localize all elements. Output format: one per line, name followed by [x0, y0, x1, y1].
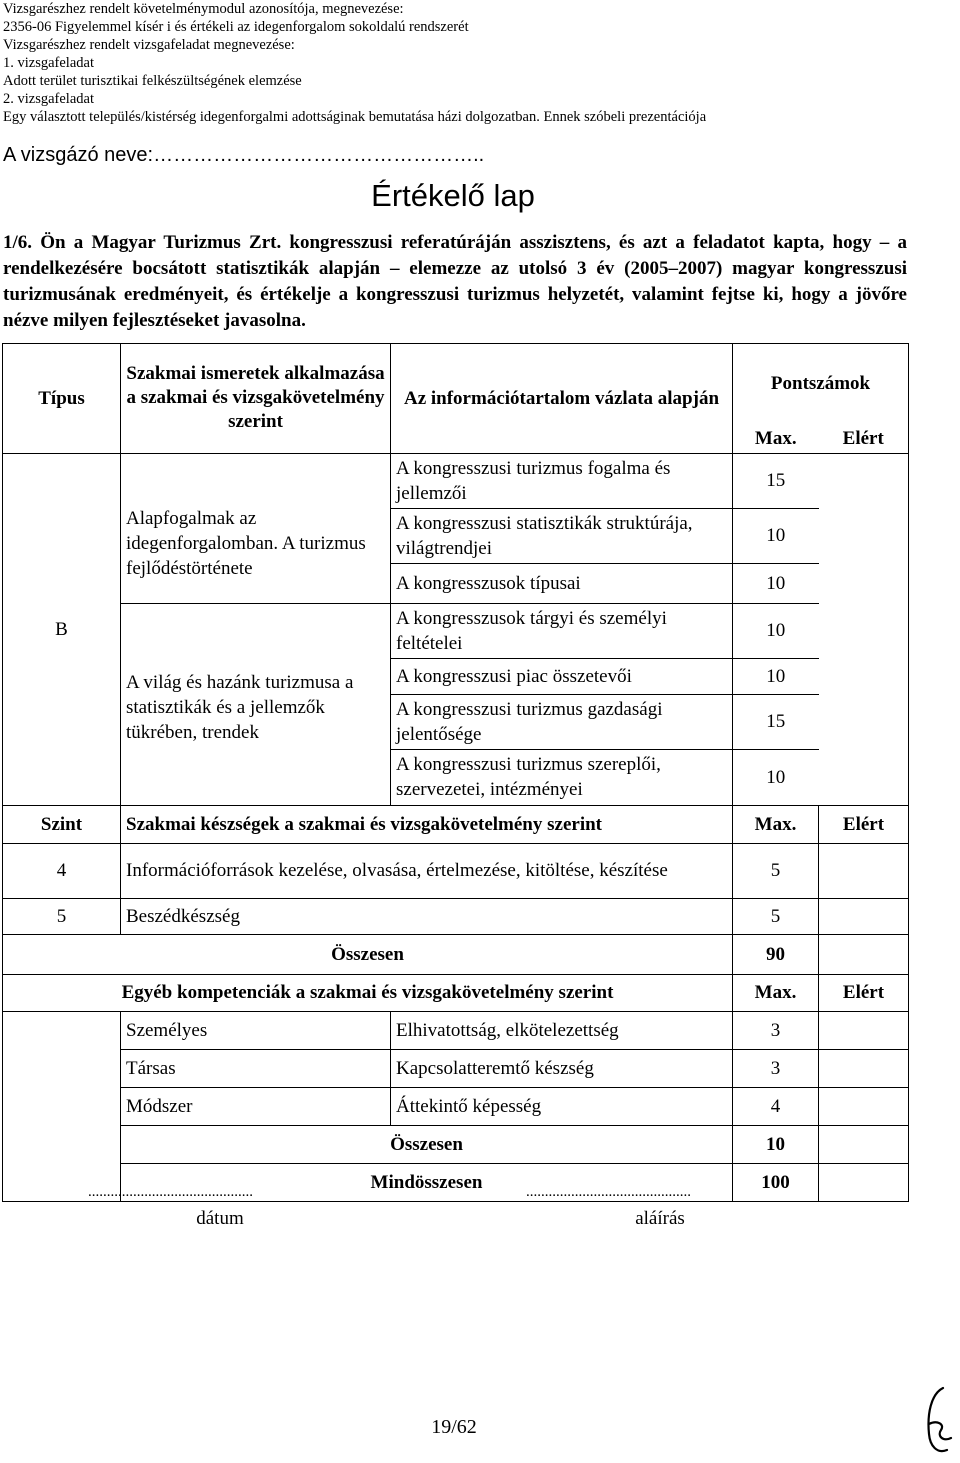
header-competencies: Egyéb kompetenciák a szakmai és vizsgakövetelmény szerint	[3, 974, 733, 1011]
page-title: Értékelő lap	[371, 178, 535, 213]
task-description: 1/6. Ön a Magyar Turizmus Zrt. kongresszusi referatúráján asszisztens, és azt a feladatot kapta, hogy – a rendelkezésére bocsátott statisztikák alapján – elemezze az utolsó 3 év (2005–2007) magyar kongresszusi turizmusának eredményeit, és értékelje a kongresszusi turizmus helyzetét, valamint fejtse ki, hogy a jövőre nézve milyen fejlesztéseket javasolna.	[3, 232, 907, 331]
signature-label: aláírás	[635, 1208, 685, 1229]
info-max-3: 10	[733, 563, 819, 603]
page-number: 19/62	[431, 1416, 477, 1438]
type-value: B	[3, 453, 121, 805]
skill-max-2: 5	[733, 898, 819, 934]
comp-header-max: Max.	[733, 974, 819, 1011]
subtotal-2-achieved[interactable]	[819, 1125, 909, 1163]
skill-text-1: Információforrások kezelése, olvasása, értelmezése, kitöltése, készítése	[121, 843, 733, 898]
comp-type-3: Módszer	[121, 1087, 391, 1125]
info-max-5: 10	[733, 658, 819, 694]
grand-total-value: 100	[733, 1163, 819, 1201]
info-item-1: A kongresszusi turizmus fogalma és jellemzői	[391, 453, 733, 508]
header-task1-label: 1. vizsgafeladat	[3, 55, 94, 71]
skill-level-2: 5	[3, 898, 121, 934]
date-dots: ............................................	[88, 1184, 253, 1200]
comp-text-1: Elhivatottság, elkötelezettség	[391, 1011, 733, 1049]
comp-achieved-2[interactable]	[819, 1049, 909, 1087]
comp-type-2: Társas	[121, 1049, 391, 1087]
candidate-name-line: A vizsgázó neve:…………………………………………..	[3, 144, 485, 166]
header-knowledge: Szakmai ismeretek alkalmazása a szakmai és vizsgakövetelmény szerint	[121, 344, 391, 454]
info-max-4: 10	[733, 603, 819, 658]
header-task2-label: 2. vizsgafeladat	[3, 91, 94, 107]
header-task-label: Vizsgarészhez rendelt vizsgafeladat megnevezése:	[3, 37, 295, 53]
comp-max-1: 3	[733, 1011, 819, 1049]
header-type: Típus	[3, 344, 121, 454]
header-level: Szint	[3, 805, 121, 843]
comp-max-3: 4	[733, 1087, 819, 1125]
header-task1-name: Adott terület turisztikai felkészültségének elemzése	[3, 73, 302, 89]
skill-max-1: 5	[733, 843, 819, 898]
subtotal-1-achieved[interactable]	[819, 934, 909, 974]
skill-text-2: Beszédkészség	[121, 898, 733, 934]
knowledge-1: Alapfogalmak az idegenforgalomban. A turizmus fejlődéstörténete	[121, 453, 391, 603]
grand-total-achieved[interactable]	[819, 1163, 909, 1201]
header-skills: Szakmai készségek a szakmai és vizsgakövetelmény szerint	[121, 805, 733, 843]
subtotal-2-value: 10	[733, 1125, 819, 1163]
subtotal-2-label: Összesen	[121, 1125, 733, 1163]
info-max-6: 15	[733, 694, 819, 749]
info-max-2: 10	[733, 508, 819, 563]
skill-achieved-2[interactable]	[819, 898, 909, 934]
info-item-3: A kongresszusok típusai	[391, 563, 733, 603]
info-max-1: 15	[733, 453, 819, 508]
comp-max-2: 3	[733, 1049, 819, 1087]
header-task2-name: Egy választott település/kistérség idegenforgalmi adottságinak bemutatása házi dolgozatban. Ennek szóbeli prezentációja	[3, 109, 707, 125]
header-module-name: 2356-06 Figyelemmel kísér i és értékeli az idegenforgalom sokoldalú rendszerét	[3, 19, 469, 35]
comp-achieved-1[interactable]	[819, 1011, 909, 1049]
skills-header-max: Max.	[733, 805, 819, 843]
header-module-label: Vizsgarészhez rendelt követelménymodul azonosítója, megnevezése:	[3, 1, 404, 17]
comp-text-3: Áttekintő képesség	[391, 1087, 733, 1125]
comp-type-1: Személyes	[121, 1011, 391, 1049]
info-item-2: A kongresszusi statisztikák struktúrája, világtrendjei	[391, 508, 733, 563]
info-item-7: A kongresszusi turizmus szereplői, szervezetei, intézményei	[391, 749, 733, 805]
info-item-6: A kongresszusi turizmus gazdasági jelentősége	[391, 694, 733, 749]
header-max: Max.	[733, 424, 819, 454]
comp-text-2: Kapcsolatteremtő készség	[391, 1049, 733, 1087]
skills-header-achieved: Elért	[819, 805, 909, 843]
header-info-outline: Az információtartalom vázlata alapján	[391, 344, 733, 454]
info-max-7: 10	[733, 749, 819, 805]
skill-level-1: 4	[3, 843, 121, 898]
handwritten-signature	[921, 1384, 957, 1456]
comp-empty-cell	[3, 1011, 121, 1201]
comp-header-achieved: Elért	[819, 974, 909, 1011]
evaluation-table	[2, 343, 909, 1202]
signature-dots: ............................................	[526, 1184, 691, 1200]
subtotal-1-value: 90	[733, 934, 819, 974]
header-points: Pontszámok	[733, 344, 909, 424]
achieved-cell-items[interactable]	[819, 453, 909, 805]
skill-achieved-1[interactable]	[819, 843, 909, 898]
grand-total-label: Mindösszesen	[121, 1163, 733, 1201]
subtotal-1-label: Összesen	[3, 934, 733, 974]
date-label: dátum	[196, 1208, 244, 1229]
comp-achieved-3[interactable]	[819, 1087, 909, 1125]
info-item-4: A kongresszusok tárgyi és személyi feltételei	[391, 603, 733, 658]
info-item-5: A kongresszusi piac összetevői	[391, 658, 733, 694]
header-achieved: Elért	[819, 424, 909, 454]
knowledge-2: A világ és hazánk turizmusa a statisztikák és a jellemzők tükrében, trendek	[121, 603, 391, 805]
